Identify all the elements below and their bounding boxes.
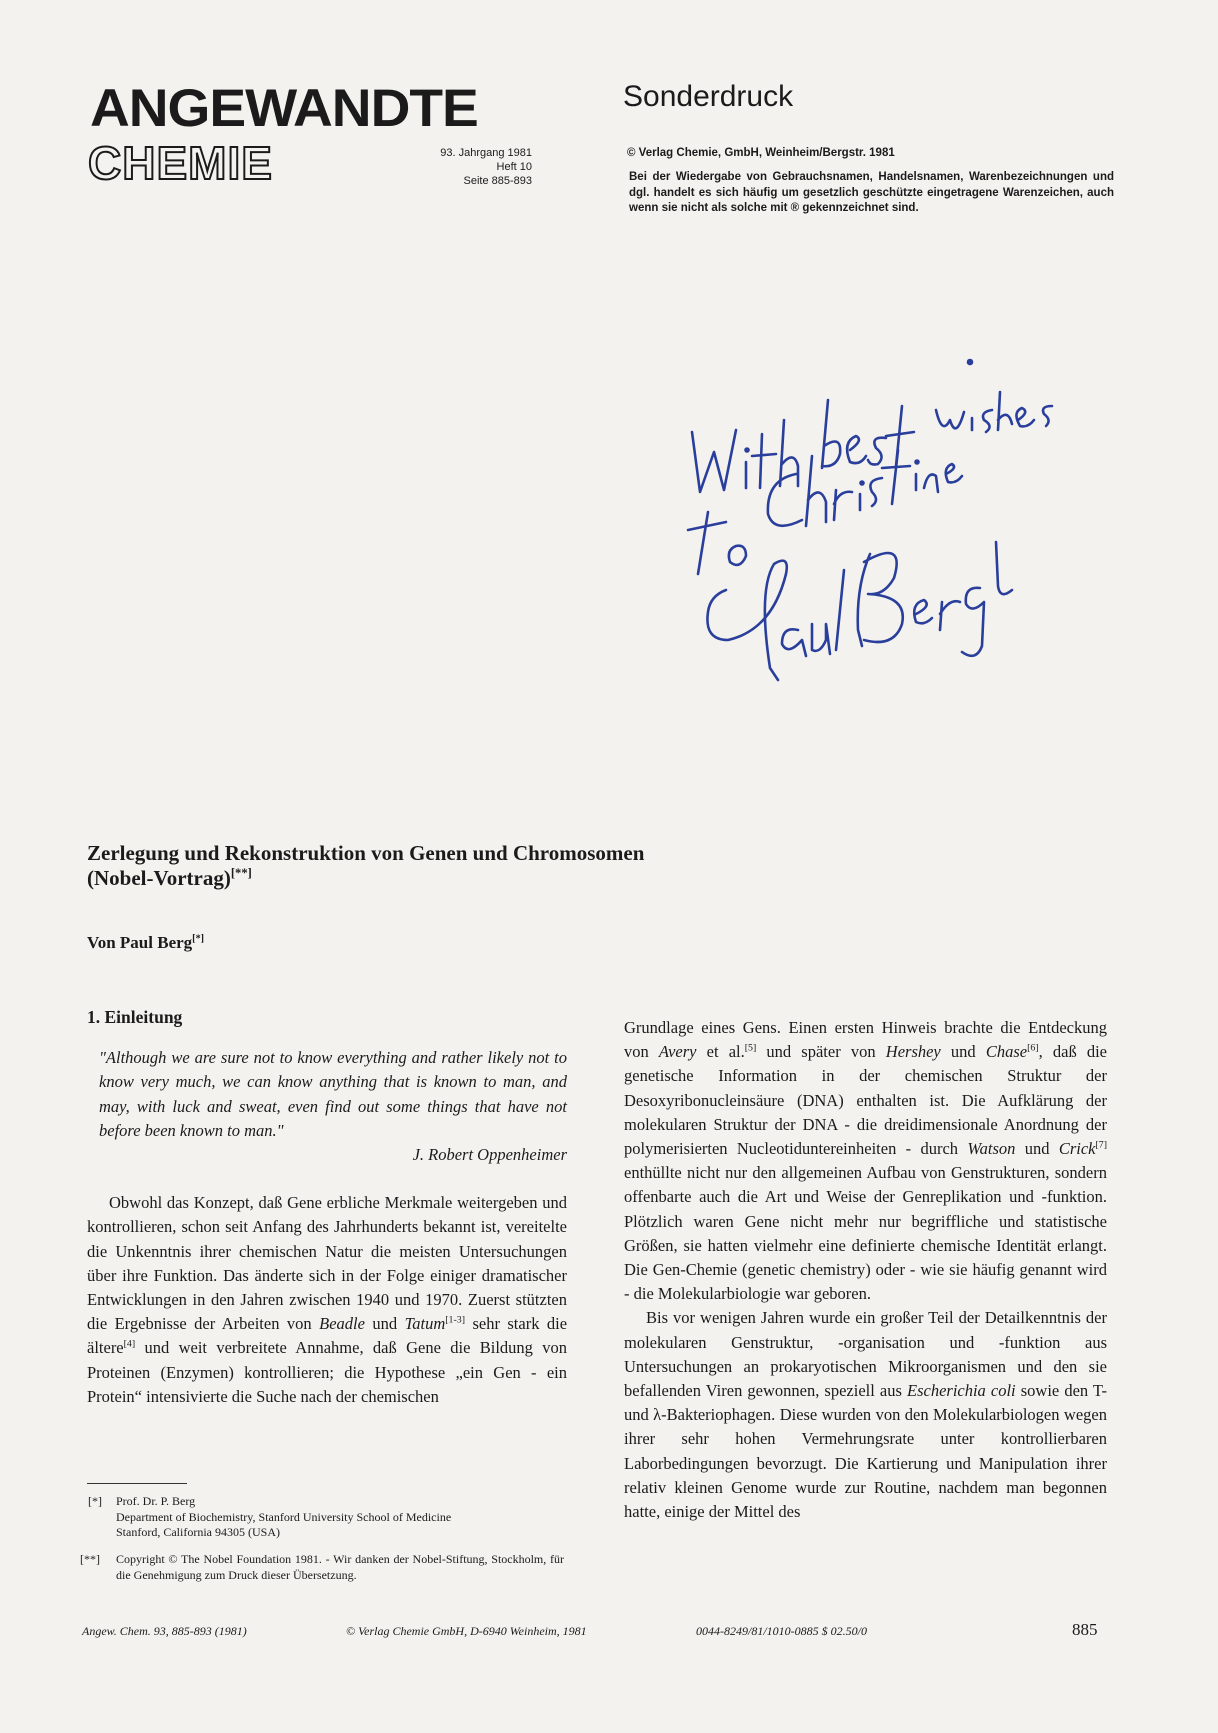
subtitle-text: (Nobel-Vortrag) xyxy=(87,866,231,890)
article-subtitle xyxy=(87,866,252,891)
paragraph-text: Obwohl das Konzept, daß Gene erbliche Merkmale weitergeben und kontrollieren, schon seit Anfang des Jahrhunderts bekannt ist, vereitelte die Unkenntnis ihrer chemischen Natur die meisten Untersuchungen über ihre Funktion. Das änderte sich in der Folge einiger dramatischer Entwicklungen in den Jahren zwischen 1940 und 1970. Zuerst stützten die Ergebnisse der Arbeiten von xyxy=(87,1193,567,1334)
conjunction-text: und xyxy=(950,1042,976,1062)
footnote-line: Prof. Dr. P. Berg xyxy=(116,1494,196,1508)
paragraph-text: enthüllte nicht nur den allgemeinen Aufbau von Genstrukturen, sondern offenbarte auch die Art und Weise der Genreplikation und -funktion. Plötzlich waren Gene nicht mehr nur begriffliche und statistische Größen, sie hatten vielmehr eine definierte chemische Identität erlangt. Die Gen-Chemie (genetic chemistry) oder - wie sie häufig genannt wird - die Molekularbiologie war geboren. xyxy=(624,1163,1107,1304)
footnote-divider xyxy=(87,1483,187,1484)
paragraph-text: sehr stark die ältere xyxy=(87,1314,568,1358)
journal-title: ANGEWANDTE xyxy=(90,79,478,138)
paragraph-text: und weit verbreitete Annahme, daß Gene die Bildung von Proteinen (Enzymen) kontrollieren; die Hypothese „ein Gen - ein Protein“ intensivierte die Suche nach der chemischen xyxy=(87,1338,567,1406)
conjunction-text: und xyxy=(372,1314,398,1334)
footnote-text: Copyright © The Nobel Foundation 1981. - Wir danken der Nobel-Stiftung, Stockholm, für die Genehmigung zum Druck dieser Übersetzung. xyxy=(116,1552,564,1582)
reprint-label: Sonderdruck xyxy=(623,80,794,113)
name-hershey: Hershey xyxy=(885,1042,941,1062)
page-number: 885 xyxy=(1072,1620,1098,1639)
paragraph-text: , daß die genetische Information in der chemischen Struktur der Desoxyribonucleinsäure (DNA) enthalten ist. Die Aufklärung der molekularen Struktur der DNA - die dreidimensionale Anordnung der polymerisierten Nucleotiduntereinheiten - durch xyxy=(624,1042,1108,1159)
right-column xyxy=(624,1016,1107,1524)
epigraph-author: J. Robert Oppenheimer xyxy=(412,1145,567,1165)
continuation-paragraph xyxy=(624,1016,1107,1306)
paragraph-text: und später von xyxy=(766,1042,876,1062)
name-chase: Chase xyxy=(985,1042,1028,1062)
pages-text: Seite 885-893 xyxy=(463,175,532,187)
name-avery: Avery xyxy=(658,1042,697,1062)
author-footnote-ref: [*] xyxy=(192,933,205,945)
subtitle-footnote-ref: [**] xyxy=(230,866,252,880)
etal-text: et al. xyxy=(706,1042,745,1062)
footnote-mark: [**] xyxy=(80,1552,100,1566)
name-watson: Watson xyxy=(967,1139,1016,1159)
issue-info xyxy=(392,146,532,188)
section-heading: 1. Einleitung xyxy=(87,1007,183,1027)
footer-publisher: © Verlag Chemie GmbH, D-6940 Weinheim, 1981 xyxy=(346,1624,587,1638)
footnote-copyright xyxy=(80,1552,564,1583)
intro-paragraph xyxy=(87,1191,567,1409)
reference-marker: [7] xyxy=(1095,1139,1108,1151)
epigraph-quote: "Although we are sure not to know everything and rather likely not to know very much, we can know anything that is known to man, and may, with luck and sweat, even find out some things that have not before been known to man." xyxy=(99,1048,567,1140)
reference-marker: [1-3] xyxy=(445,1314,465,1326)
name-beadle: Beadle xyxy=(319,1314,365,1334)
reference-marker: [4] xyxy=(123,1338,136,1350)
footnote-line: Stanford, California 94305 (USA) xyxy=(116,1525,280,1539)
reference-marker: [6] xyxy=(1027,1042,1039,1054)
article-author xyxy=(87,933,204,953)
paragraph-text: sowie den T- und λ-Bakteriophagen. Diese wurden von den Molekularbiologen wegen ihrer sehr hohen Vermehrungsrate unter kontrollierbaren Laborbedingungen bevorzugt. Die Kartierung und Manipulation ihrer relativ kleinen Genome wurde zur Routine, nachdem man begonnen hatte, einige der Mittel des xyxy=(624,1381,1107,1522)
volume-text: 93. Jahrgang 1981 xyxy=(440,147,532,159)
footnote-author xyxy=(88,1494,558,1541)
paragraph-text: Grundlage eines Gens. Einen ersten Hinweis brachte die Entdeckung von xyxy=(624,1018,1107,1062)
author-text: Von Paul Berg xyxy=(87,933,193,952)
name-tatum: Tatum xyxy=(404,1314,446,1334)
footnote-mark: [*] xyxy=(88,1494,102,1508)
journal-subtitle: CHEMIE xyxy=(88,137,273,189)
paragraph-text: Bis vor wenigen Jahren wurde ein großer Teil der Detailkenntnis der molekularen Genstruktur, -organisation und -funktion aus Untersuchungen an prokaryotischen Mikroorganismen und den sie befallenden Viren gewonnen, speziell aus xyxy=(624,1308,1107,1401)
footer-code: 0044-8249/81/1010-0885 $ 02.50/0 xyxy=(696,1624,867,1638)
second-paragraph xyxy=(624,1306,1107,1524)
reference-marker: [5] xyxy=(744,1042,757,1054)
footnote-line: Department of Biochemistry, Stanford University School of Medicine xyxy=(116,1509,452,1524)
name-ecoli: Escherichia coli xyxy=(907,1381,1016,1401)
handwritten-inscription xyxy=(680,350,1100,710)
trademark-notice: Bei der Wiedergabe von Gebrauchsnamen, Handelsnamen, Warenbezeichnungen und dgl. handelt es sich häufig um gesetzlich geschützte eingetragene Warenzeichen, auch wenn sie nicht als solche mit ® gekennzeichnet sind. xyxy=(629,171,1114,214)
left-column xyxy=(87,1005,567,1409)
issue-text: Heft 10 xyxy=(496,161,532,173)
reprint-copyright: © Verlag Chemie, GmbH, Weinheim/Bergstr. 1981 xyxy=(627,147,895,159)
footer-citation: Angew. Chem. 93, 885-893 (1981) xyxy=(82,1624,247,1638)
conjunction-text: und xyxy=(1024,1139,1050,1159)
name-crick: Crick xyxy=(1058,1139,1096,1159)
article-title: Zerlegung und Rekonstruktion von Genen und Chromosomen xyxy=(87,841,645,865)
